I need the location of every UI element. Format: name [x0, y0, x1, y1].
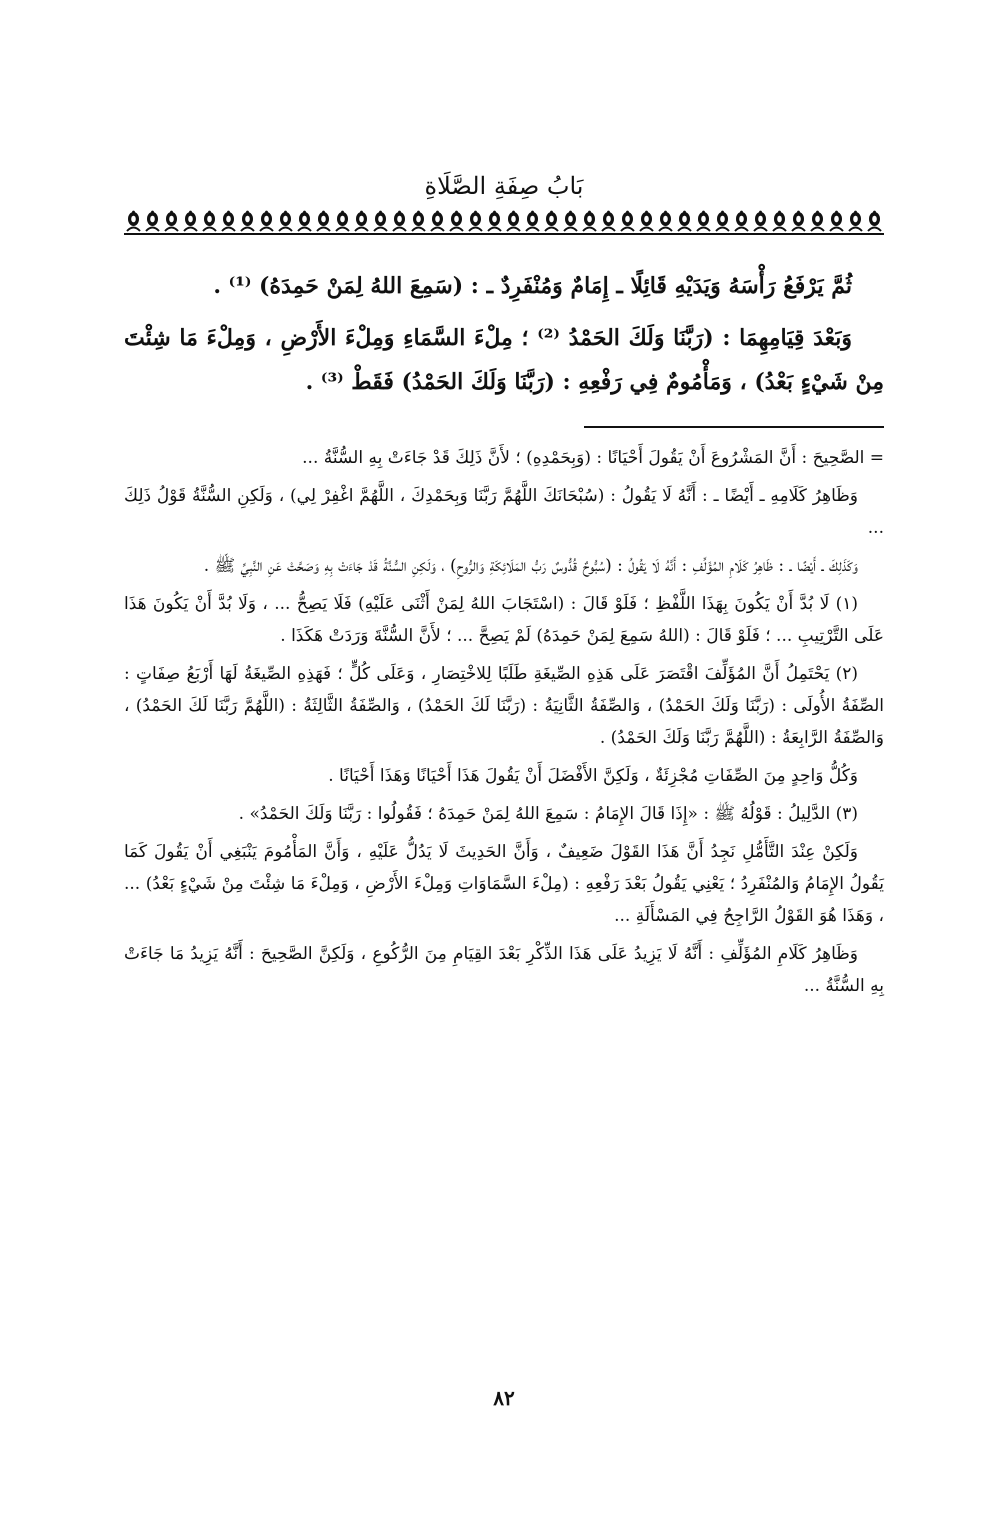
page-number: ٨٢	[493, 1386, 515, 1410]
footnote-paragraph: وَظَاهِرُ كَلَامِ المُؤَلِّفِ : أَنَّهُ لَا يَزِيدُ عَلَى هَذَا الذِّكْرِ بَعْدَ القِيَامِ مِنَ الرُّكُوعِ ، وَلَكِنَّ الصَّحِيحَ : أَنَّهُ يَزِيدُ مَا جَاءَتْ بِهِ السُّنَّةُ ...	[124, 944, 884, 996]
footnotes	[124, 442, 884, 1002]
main-text	[124, 264, 884, 404]
book-page	[124, 168, 884, 1468]
footnote-separator	[584, 426, 884, 428]
ornament-border-icon	[124, 210, 884, 236]
footnote-paragraph: وَظَاهِرُ كَلَامِهِ ـ أَيْضًا ـ : أَنَّهُ لَا يَقُولُ : (سُبْحَانَكَ اللَّهُمَّ رَبَّنَا وَبِحَمْدِكَ ، اللَّهُمَّ اغْفِرْ لِي) ، وَلَكِنِ السُّنَّةُ قَوْلُ ذَلِكَ ...	[124, 486, 884, 538]
chapter-title: بَابُ صِفَةِ الصَّلَاةِ	[424, 172, 584, 200]
ornament-band	[124, 210, 884, 236]
matn-paragraph-1: ثُمَّ يَرْفَعُ رَأْسَهُ وَيَدَيْهِ قَائِلًا ـ إِمَامٌ وَمُنْفَرِدٌ ـ : (سَمِعَ اللهُ لِمَنْ حَمِدَهُ) ⁽¹⁾ .	[213, 273, 852, 299]
footnote-3: (٣) الدَّلِيلُ : قَوْلُهُ ﷺ : «إِذَا قَالَ الإِمَامُ : سَمِعَ اللهُ لِمَنْ حَمِدَهُ ؛ فَقُولُوا : رَبَّنَا وَلَكَ الحَمْدُ» .	[238, 804, 858, 824]
footnote-continuation: = الصَّحِيحَ : أَنَّ المَشْرُوعَ أَنْ يَقُولَ أَحْيَانًا : (وَبِحَمْدِهِ) ؛ لأَنَّ ذَلِكَ قَدْ جَاءَتْ بِهِ السُّنَّةُ ...	[302, 448, 884, 468]
footnote-1: (١) لَا بُدَّ أَنْ يَكُونَ بِهَذَا اللَّفْظِ ؛ فَلَوْ قَالَ : (اسْتَجَابَ اللهُ لِمَنْ أَثْنَى عَلَيْهِ) فَلَا يَصِحُّ ... ، وَلَا بُدَّ أَنْ يَكُونَ هَذَا عَلَى التَّرْتِيبِ ... ؛ فَلَوْ قَالَ : (اللهُ سَمِعَ لِمَنْ حَمِدَهُ) لَمْ يَصِحَّ ... ؛ لأَنَّ السُّنَّةَ وَرَدَتْ هَكَذَا .	[124, 594, 884, 646]
matn-paragraph-2: وَبَعْدَ قِيَامِهِمَا : (رَبَّنَا وَلَكَ الحَمْدُ ⁽²⁾ ؛ مِلْءَ السَّمَاءِ وَمِلْءَ الأَرْضِ ، وَمِلْءَ مَا شِئْتَ مِنْ شَيْءٍ بَعْدُ) ، وَمَأْمُومٌ فِي رَفْعِهِ : (رَبَّنَا وَلَكَ الحَمْدُ) فَقَطْ ⁽³⁾ .	[124, 325, 884, 395]
footnote-2: (٢) يَحْتَمِلُ أَنَّ المُؤَلِّفَ اقْتَصَرَ عَلَى هَذِهِ الصِّيغَةِ طَلَبًا لِلاخْتِصَارِ ، وَعَلَى كُلٍّ ؛ فَهَذِهِ الصِّيغَةُ لَهَا أَرْبَعُ صِفَاتٍ : الصِّفَةُ الأُولَى : (رَبَّنَا وَلَكَ الحَمْدُ) ، وَالصِّفَةُ الثَّانِيَةُ : (رَبَّنَا لَكَ الحَمْدُ) ، وَالصِّفَةُ الثَّالِثَةُ : (اللَّهُمَّ رَبَّنَا لَكَ الحَمْدُ) ، وَالصِّفَةُ الرَّابِعَةُ : (اللَّهُمَّ رَبَّنَا وَلَكَ الحَمْدُ) .	[124, 664, 884, 748]
footnote-paragraph: وَكَذَلِكَ ـ أَيْضًا ـ : ظَاهِرُ كَلَامِ المُؤَلِّفِ : أَنَّهُ لَا يَقُولُ : (سُبُّوحٌ قُدُّوسٌ رَبُّ المَلَائِكَةِ وَالرُّوحِ) ، وَلَكِنِ السُّنَّةُ قَدْ جَاءَتْ بِهِ وَصَحَّتْ عَنِ النَّبِيِّ ﷺ .	[203, 556, 858, 576]
footnote-paragraph: وَكُلُّ وَاحِدٍ مِنَ الصِّفَاتِ مُجْزِئَةٌ ، وَلَكِنَّ الأَفْضَلَ أَنْ يَقُولَ هَذَا أَحْيَانًا وَهَذَا أَحْيَانًا .	[328, 766, 858, 786]
footnote-paragraph: وَلَكِنْ عِنْدَ التَّأَمُّلِ نَجِدُ أَنَّ هَذَا القَوْلَ ضَعِيفٌ ، وَأَنَّ الحَدِيثَ لَا يَدُلُّ عَلَيْهِ ، وَأَنَّ المَأْمُومَ يَنْبَغِي أَنْ يَقُولَ كَمَا يَقُولُ الإِمَامُ وَالمُنْفَرِدُ ؛ يَعْنِي يَقُولُ بَعْدَ رَفْعِهِ : (مِلْءَ السَّمَاوَاتِ وَمِلْءَ الأَرْضِ ، وَمِلْءَ مَا شِئْتَ مِنْ شَيْءٍ بَعْدُ) ... ، وَهَذَا هُوَ القَوْلُ الرَّاجِحُ فِي المَسْأَلَةِ ...	[124, 842, 884, 926]
